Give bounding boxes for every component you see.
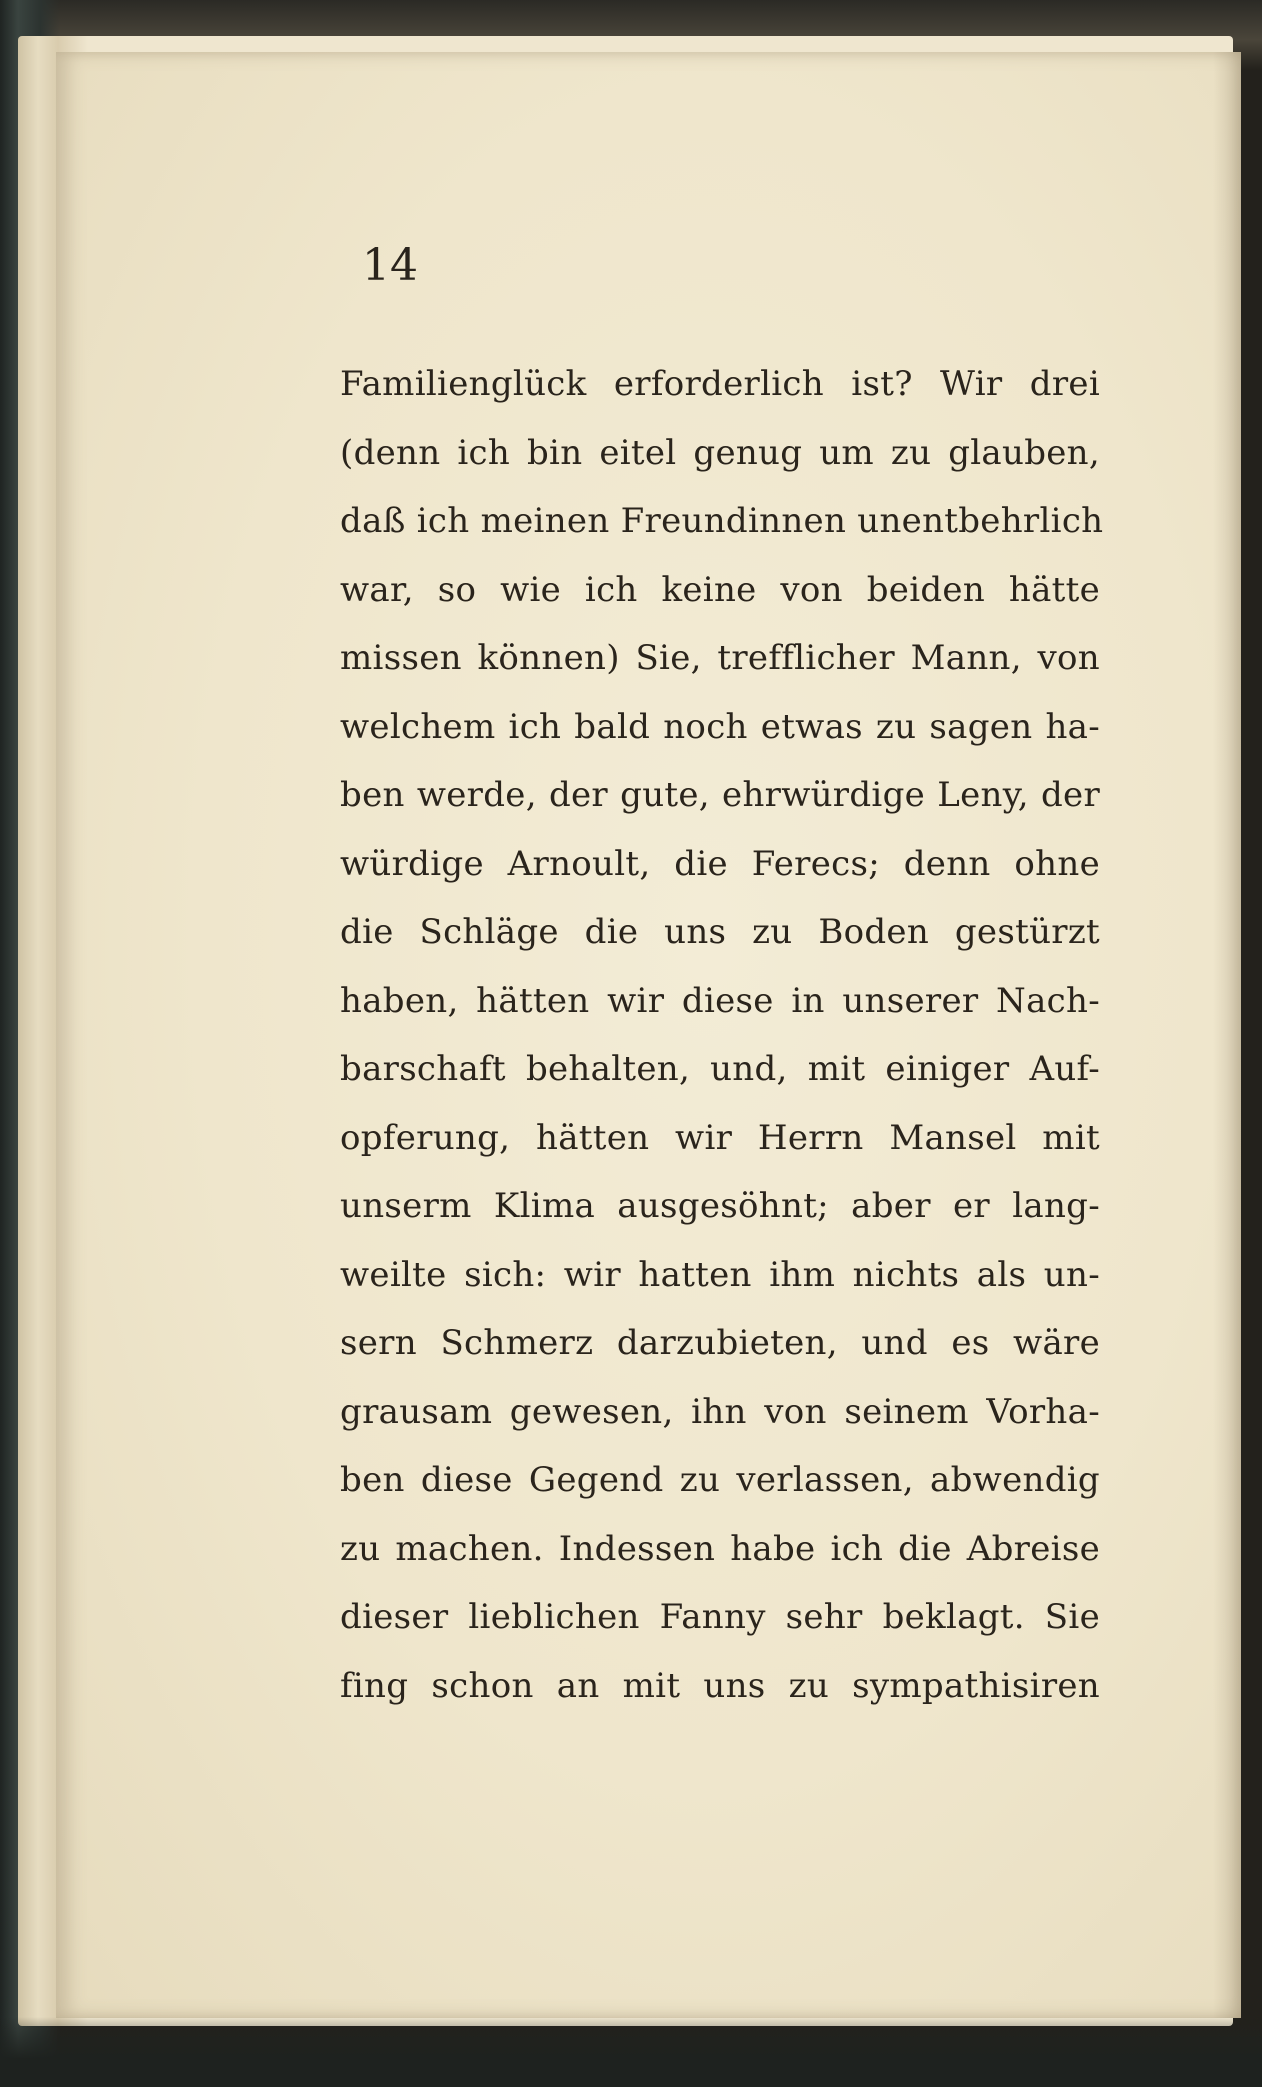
text-line: Familienglück erforderlich ist? Wir drei [340,364,1100,404]
page-text [340,350,1104,1720]
text-line: sern Schmerz darzubieten, und es wäre [340,1323,1100,1363]
text-line: die Schläge die uns zu Boden gestürzt [340,912,1100,952]
text-line: unserm Klima ausgesöhnt; aber er lang- [340,1186,1100,1226]
text-line: fing schon an mit uns zu sympathisiren [340,1665,1100,1706]
text-line: barschaft behalten, und, mit einiger Auf- [340,1049,1100,1089]
text-line: würdige Arnoult, die Ferecs; denn ohne [340,843,1100,884]
scan-bottom-shadow [0,2017,1262,2087]
text-line: daß ich meinen Freundinnen unentbehrlich [340,501,1104,541]
text-line: weilte sich: wir hatten ihm nichts als un- [340,1254,1100,1295]
text-line: missen können) Sie, trefflicher Mann, von [340,638,1100,678]
text-line: ben werde, der gute, ehrwürdige Leny, der [340,775,1100,815]
page-number: 14 [362,240,418,291]
text-line: ben diese Gegend zu verlassen, abwendig [340,1460,1100,1500]
text-line: (denn ich bin eitel genug um zu glauben, [340,432,1100,473]
text-line: opferung, hätten wir Herrn Mansel mit [340,1117,1100,1158]
text-line: war, so wie ich keine von beiden hätte [340,569,1100,610]
text-line: zu machen. Indessen habe ich die Abreise [340,1528,1100,1569]
text-line: grausam gewesen, ihn von seinem Vorha- [340,1391,1100,1432]
text-line: dieser lieblichen Fanny sehr beklagt. Sie [340,1597,1100,1637]
text-line: welchem ich bald noch etwas zu sagen ha- [340,706,1100,747]
page-gutter-shadow [1213,52,1241,2018]
text-line: haben, hätten wir diese in unserer Nach- [340,980,1100,1021]
